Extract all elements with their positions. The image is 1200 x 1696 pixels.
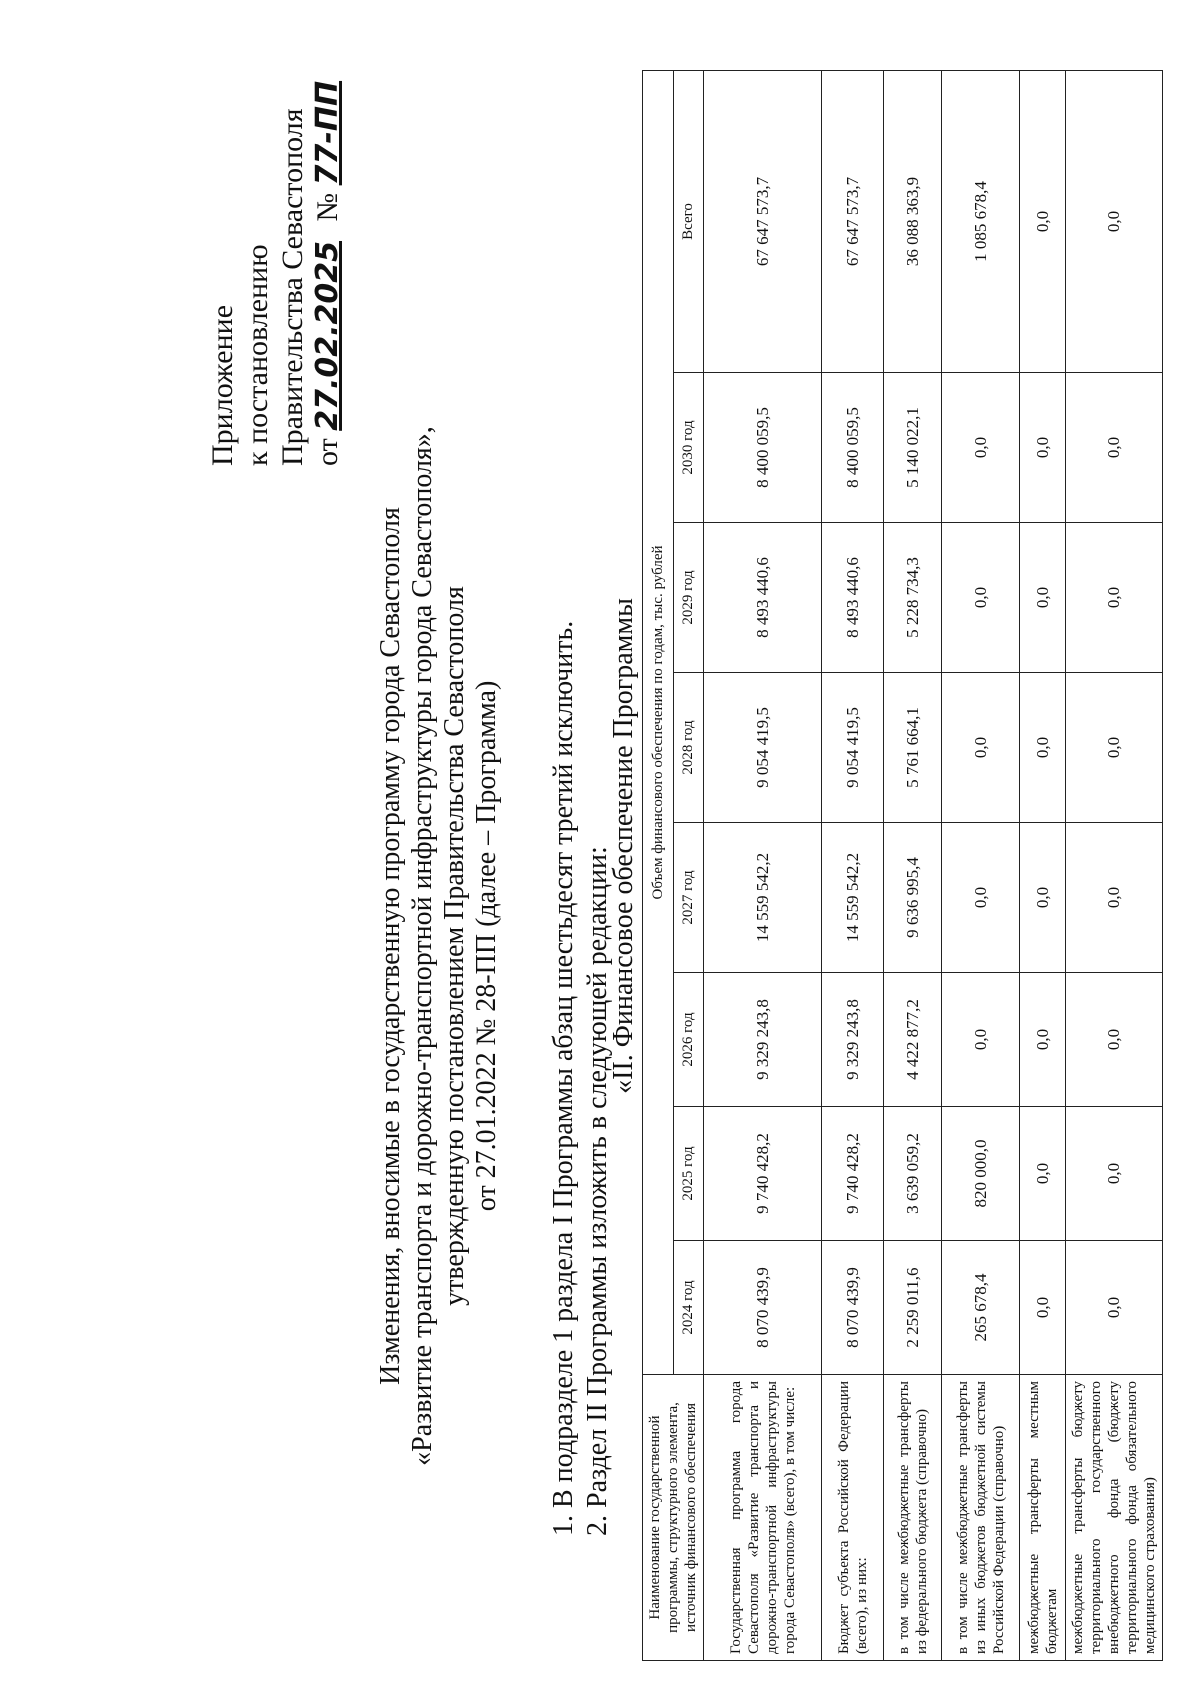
value-cell: 0,0 <box>1066 1241 1163 1375</box>
year-header-cell: 2028 год <box>673 673 704 823</box>
value-cell: 0,0 <box>942 373 1020 523</box>
value-cell: 0,0 <box>1020 70 1066 372</box>
value-cell: 0,0 <box>1066 373 1163 523</box>
table-row <box>1066 70 1163 1660</box>
value-cell: 5 228 734,3 <box>884 523 942 673</box>
amendment-item-2: 2. Раздел II Программы изложить в следующей редакции: <box>582 846 613 1536</box>
value-cell: 0,0 <box>1066 1107 1163 1241</box>
amendment-item-1: 1. В подразделе 1 раздела I Программы абзац шестьдесят третий исключить. <box>548 620 579 1536</box>
value-cell: 0,0 <box>1066 673 1163 823</box>
from-label: от <box>311 438 344 466</box>
annex-line-3: Правительства Севастополя <box>276 108 309 466</box>
annex-line-1: Приложение <box>206 304 239 466</box>
value-cell: 9 329 243,8 <box>704 973 822 1107</box>
value-cell: 36 088 363,9 <box>884 70 942 372</box>
year-header-cell: 2030 год <box>673 373 704 523</box>
value-cell: 67 647 573,7 <box>822 70 884 372</box>
year-header-cell: Всего <box>673 70 704 372</box>
value-cell: 8 493 440,6 <box>822 523 884 673</box>
annex-line-4 <box>310 81 345 466</box>
annex-line-2: к постановлению <box>241 244 274 466</box>
table-body <box>704 70 1163 1660</box>
document-title <box>375 306 503 1586</box>
handwritten-date: 27.02.2025 <box>310 240 345 431</box>
value-cell: 4 422 877,2 <box>884 973 942 1107</box>
value-cell: 8 493 440,6 <box>704 523 822 673</box>
title-line-4: от 27.01.2022 № 28-ПП (далее – Программа) <box>471 680 502 1212</box>
table-row <box>942 70 1020 1660</box>
value-cell: 0,0 <box>1020 1107 1066 1241</box>
value-cell: 820 000,0 <box>942 1107 1020 1241</box>
title-line-1: Изменения, вносимые в государственную программу города Севастополя <box>375 507 406 1385</box>
value-cell: 0,0 <box>1066 823 1163 973</box>
value-cell: 9 740 428,2 <box>704 1107 822 1241</box>
row-name-cell: Бюджет субъекта Российской Федерации (всего), из них: <box>822 1375 884 1661</box>
table-header-row <box>643 70 674 1660</box>
value-cell: 8 400 059,5 <box>822 373 884 523</box>
value-cell: 0,0 <box>1020 673 1066 823</box>
value-cell: 0,0 <box>942 673 1020 823</box>
value-cell: 14 559 542,2 <box>822 823 884 973</box>
number-sign: № <box>311 192 344 222</box>
value-cell: 0,0 <box>942 823 1020 973</box>
section-heading: «II. Финансовое обеспечение Программы <box>608 598 639 1094</box>
year-header-cell: 2025 год <box>673 1107 704 1241</box>
value-cell: 5 140 022,1 <box>884 373 942 523</box>
year-header-cell: 2029 год <box>673 523 704 673</box>
value-cell: 265 678,4 <box>942 1241 1020 1375</box>
table-row <box>822 70 884 1660</box>
value-cell: 0,0 <box>1066 523 1163 673</box>
value-cell: 0,0 <box>1020 973 1066 1107</box>
value-cell: 5 761 664,1 <box>884 673 942 823</box>
value-cell: 3 639 059,2 <box>884 1107 942 1241</box>
value-cell: 9 329 243,8 <box>822 973 884 1107</box>
value-cell: 0,0 <box>942 523 1020 673</box>
value-cell: 0,0 <box>1020 373 1066 523</box>
value-cell: 8 070 439,9 <box>704 1241 822 1375</box>
title-line-2: «Развитие транспорта и дорожно-транспортной инфраструктуры города Севастополя», <box>407 426 438 1466</box>
value-cell: 67 647 573,7 <box>704 70 822 372</box>
value-cell: 9 740 428,2 <box>822 1107 884 1241</box>
annex-block <box>205 81 345 466</box>
value-cell: 0,0 <box>942 973 1020 1107</box>
row-name-cell: в том числе межбюджетные трансферты из федерального бюджета (справочно) <box>884 1375 942 1661</box>
row-name-cell: межбюджетные трансферты местным бюджетам <box>1020 1375 1066 1661</box>
table-row <box>1020 70 1066 1660</box>
year-header-cell: 2027 год <box>673 823 704 973</box>
row-name-cell: Государственная программа города Севастополя «Развитие транспорта и дорожно-транспортной инфраструктуры города Севастополя» (всего), в том числе: <box>704 1375 822 1661</box>
financing-table <box>642 70 1163 1661</box>
value-cell: 9 636 995,4 <box>884 823 942 973</box>
value-cell: 8 070 439,9 <box>822 1241 884 1375</box>
table-row <box>704 70 822 1660</box>
header-group-cell: Объем финансового обеспечения по годам, тыс. рублей <box>643 70 674 1374</box>
title-line-3: утвержденную постановлением Правительства Севастополя <box>439 586 470 1306</box>
value-cell: 14 559 542,2 <box>704 823 822 973</box>
value-cell: 0,0 <box>1066 70 1163 372</box>
year-header-cell: 2026 год <box>673 973 704 1107</box>
row-name-cell: межбюджетные трансферты бюджету территориального государственного внебюджетного фонда (бюджету территориального фонда обязательного медицинского страхования) <box>1066 1375 1163 1661</box>
handwritten-number: 77-ПП <box>310 80 345 186</box>
value-cell: 0,0 <box>1020 523 1066 673</box>
value-cell: 8 400 059,5 <box>704 373 822 523</box>
row-name-cell: в том числе межбюджетные трансферты из иных бюджетов бюджетной системы Российской Федерации (справочно) <box>942 1375 1020 1661</box>
table-row <box>884 70 942 1660</box>
value-cell: 0,0 <box>1020 823 1066 973</box>
header-name-cell: Наименование государственной программы, структурного элемента, источник финансового обеспечения <box>643 1375 704 1661</box>
value-cell: 0,0 <box>1020 1241 1066 1375</box>
value-cell: 2 259 011,6 <box>884 1241 942 1375</box>
year-header-cell: 2024 год <box>673 1241 704 1375</box>
value-cell: 9 054 419,5 <box>704 673 822 823</box>
value-cell: 0,0 <box>1066 973 1163 1107</box>
value-cell: 9 054 419,5 <box>822 673 884 823</box>
value-cell: 1 085 678,4 <box>942 70 1020 372</box>
